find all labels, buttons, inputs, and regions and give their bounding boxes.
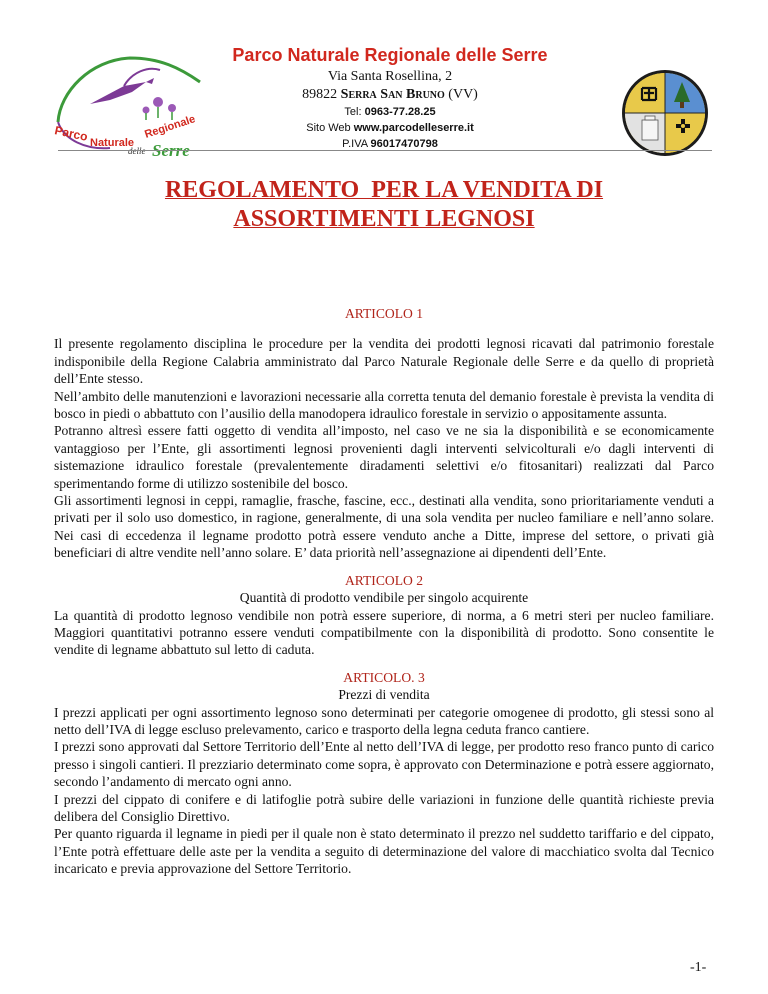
website-line <box>200 120 580 136</box>
title-line-2: ASSORTIMENTI LEGNOSI <box>233 206 535 232</box>
page-number: -1- <box>690 960 707 975</box>
vat-number: 96017470798 <box>370 138 438 150</box>
header-divider <box>58 150 712 151</box>
website-link[interactable]: www.parcodelleserre.it <box>353 122 474 134</box>
logo-text-naturale: Naturale <box>90 137 135 149</box>
article-3-subtitle: Prezzi di vendita <box>338 687 430 703</box>
postal-code: 89822 <box>302 87 338 102</box>
tel-label: Tel: <box>344 106 362 118</box>
province: (VV) <box>448 87 478 102</box>
article-1-heading: ARTICOLO 1 <box>344 306 424 321</box>
organization-name: Parco Naturale Regionale delle Serre <box>232 45 548 65</box>
vat-label: P.IVA <box>342 138 368 150</box>
article-3-paragraph-1: I prezzi applicati per ogni assortimento legnoso sono determinati per categorie omogenee di prodotto, gli stessi sono al netto dell’IVA di legge escluso prelevamento, carico e trasporto della legna ceduta franco cantiere. <box>54 704 714 737</box>
tel-number: 0963-77.28.25 <box>364 106 436 118</box>
web-label: Sito Web <box>306 122 351 134</box>
logo-text-serre: Serre <box>152 141 190 160</box>
logo-text-delle: delle <box>128 146 146 156</box>
article-1-paragraph-4: Gli assortimenti legnosi in ceppi, ramaglie, frasche, fascine, ecc., destinati alla vendita, sono prioritariamente venduti a privati per il solo uso domestico, in ragione, generalmente, di una sola vendita per nucleo familiare e nell’anno solare. Nei casi di eccedenza il legname prodotto potrà essere venduto anche a Ditte, imprese del settore, o privati già beneficiari di altre vendite nell’anno solare. E’ data priorità nell’assegnazione ai dipendenti dell’Ente. <box>54 493 714 561</box>
letterhead <box>200 44 580 152</box>
article-3-heading: ARTICOLO. 3 <box>343 669 425 685</box>
article-1-paragraph-1: Il presente regolamento disciplina le procedure per la vendita dei prodotti legnosi ricavati dal patrimonio forestale indisponibile della Regione Calabria amministrato dal Parco Naturale Regionale delle Serre e da quello di proprietà dell’Ente stesso. <box>54 336 714 387</box>
park-logo <box>50 52 210 162</box>
address-city <box>200 86 580 104</box>
article-3-paragraph-3: I prezzi del cippato di conifere e di latifoglie potrà subire delle variazioni in funzione delle quantità richieste previa delibera del Consiglio Direttivo. <box>54 791 714 824</box>
article-2-heading: ARTICOLO 2 <box>344 572 424 588</box>
article-3-paragraph-2: I prezzi sono approvati dal Settore Territorio dell’Ente al netto dell’IVA di legge, per prodotto reso franco punto di carico presso i singoli cantieri. Il prezziario determinato come sopra, è approvato con Determinazione e potrà essere aggiornato, secondo l’andamento di mercato ogni anno. <box>54 739 714 790</box>
document-title <box>100 176 668 234</box>
document-body <box>54 305 714 878</box>
title-line-1: REGOLAMENTO PER LA VENDITA DI <box>164 177 604 203</box>
regional-emblem <box>620 68 710 158</box>
address-street: Via Santa Rosellina, 2 <box>327 69 453 84</box>
article-1-paragraph-3: Potranno altresì essere fatti oggetto di vendita all’imposto, nel caso ve ne sia la disponibilità e se economicamente vantaggioso per l’Ente, gli assortimenti legnosi provenienti dagli interventi selvicolturali e/o dagli interventi di sistemazione idraulico forestale (prevalentemente diradamenti selettivi e/o fitosanitari) realizzati dal Parco sperimentando forme di utilizzo sostenibile del bosco. <box>54 423 714 491</box>
city-name: Serra San Bruno <box>340 87 445 102</box>
logo-text-parco: Parco <box>53 123 89 144</box>
telephone-line <box>200 104 580 120</box>
article-3-paragraph-4: Per quanto riguarda il legname in piedi per il quale non è stato determinato il prezzo nel suddetto tariffario e del cippato, l’Ente potrà effettuare delle aste per la vendita a seguito di determinazione del valore di macchiatico svolta dal Tecnico incaricato e previa approvazione del Settore Territorio. <box>54 826 714 877</box>
article-2-subtitle: Quantità di prodotto vendibile per singolo acquirente <box>239 590 529 606</box>
article-2-paragraph-1: La quantità di prodotto legnoso vendibile non potrà essere superiore, di norma, a 6 metri steri per nucleo familiare. Maggiori quantitativi potranno essere venduti compatibilmente con la disponibilità di prodotto. Sono consentite le vendite di legname abbattuto sul letto di caduta. <box>54 607 714 658</box>
logo-text-regionale: Regionale <box>143 113 197 141</box>
article-1-paragraph-2: Nell’ambito delle manutenzioni e lavorazioni necessarie alla corretta tenuta del demanio forestale è prevista la vendita di bosco in piedi o abbattuto con l’ausilio della manodopera idraulico forestale in servizio o appositamente assunta. <box>54 388 714 422</box>
